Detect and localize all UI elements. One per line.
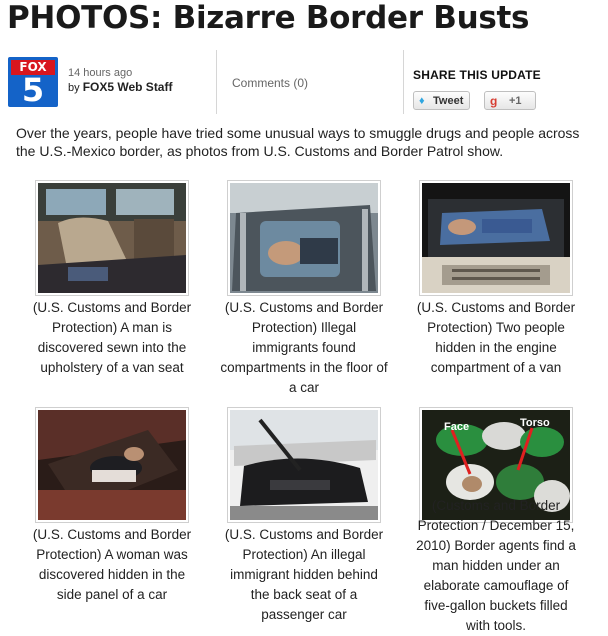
gallery-caption: (Customs and Border Protection / December 15, 2010) Border agents find a man hidden under an elaborate camouflage of five-gallon buckets filled with tools.: [416, 498, 576, 633]
google-plus-icon: g: [490, 94, 498, 108]
car-side-panel-photo: [38, 410, 186, 520]
share-title: SHARE THIS UPDATE: [413, 68, 541, 82]
google-plus-button[interactable]: [484, 91, 536, 110]
photo-label-face: Face: [444, 421, 470, 433]
back-seat-photo: [230, 410, 378, 520]
gallery-photo[interactable]: [227, 180, 381, 296]
by-label: by: [68, 82, 80, 94]
van-engine-photo: [422, 183, 570, 293]
timestamp: 14 hours ago: [68, 67, 133, 79]
gallery-caption: (U.S. Customs and Border Protection) A man is discovered sewn into the upholstery of a van seat: [32, 300, 192, 375]
fox5-logo[interactable]: [8, 57, 58, 107]
divider: [216, 50, 217, 114]
article-intro: Over the years, people have tried some unusual ways to smuggle drugs and people across the U.S.-Mexico border, as photos from U.S. Customs and Border Patrol show.: [16, 125, 580, 159]
tweet-button[interactable]: [413, 91, 470, 110]
gallery-photo[interactable]: [35, 407, 189, 523]
comments-link[interactable]: Comments (0): [232, 76, 309, 90]
tweet-label: Tweet: [433, 95, 464, 107]
gallery-caption: (U.S. Customs and Border Protection) Illegal immigrants found compartments in the floor of a car: [220, 300, 388, 395]
photo-label-torso: Torso: [520, 417, 550, 429]
van-seat-photo: [38, 183, 186, 293]
fox-logo-number: 5: [21, 71, 45, 107]
byline: [68, 66, 172, 95]
fox-logo-text: FOX: [11, 60, 55, 75]
twitter-bird-icon: ♦: [419, 95, 425, 107]
divider: [403, 50, 404, 114]
plus-one-label: +1: [509, 95, 522, 107]
gallery-photo[interactable]: [35, 180, 189, 296]
car-floor-photo: [230, 183, 378, 293]
gallery-caption: (U.S. Customs and Border Protection) A woman was discovered hidden in the side panel of a car: [32, 527, 192, 602]
article-title: PHOTOS: Bizarre Border Busts: [7, 0, 530, 36]
gallery-photo[interactable]: [227, 407, 381, 523]
gallery-caption: (U.S. Customs and Border Protection) Two people hidden in the engine compartment of a van: [416, 300, 576, 375]
author-link[interactable]: FOX5 Web Staff: [82, 80, 173, 94]
gallery-caption: (U.S. Customs and Border Protection) An illegal immigrant hidden behind the back seat of a passenger car: [224, 527, 384, 622]
article-meta: [0, 46, 608, 118]
gallery-photo[interactable]: [419, 180, 573, 296]
